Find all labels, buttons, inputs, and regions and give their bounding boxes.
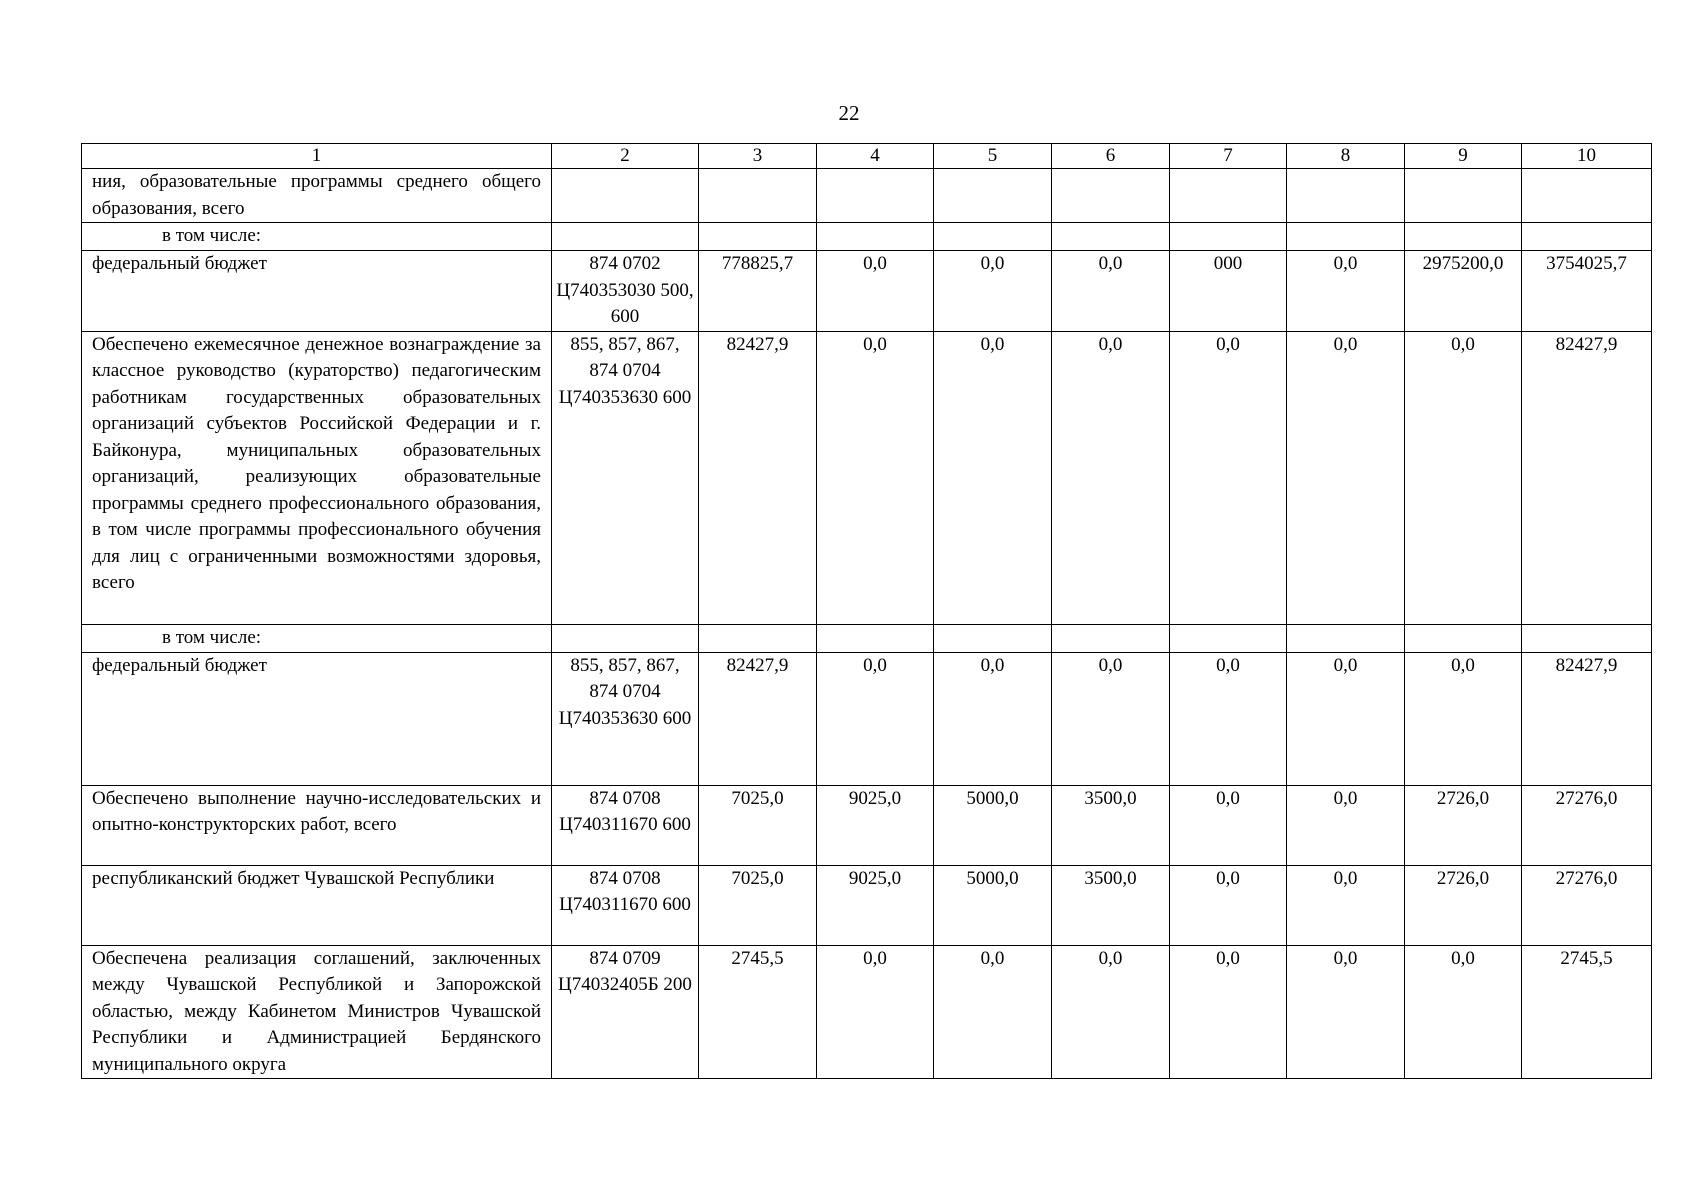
column-header: 8 [1287,144,1405,169]
table-body [82,169,1652,1079]
amount-cell: 0,0 [1170,652,1287,785]
subheader-row [82,624,1652,652]
column-header: 2 [552,144,699,169]
amount-cell: 0,0 [1052,945,1170,1079]
amount-cell [817,169,934,223]
budget-classification-code: 855, 857, 867, 874 0704 Ц740353630 600 [552,652,699,785]
column-header: 6 [1052,144,1170,169]
table-row [82,865,1652,945]
amount-cell: 27276,0 [1522,865,1652,945]
amount-cell: 0,0 [1287,652,1405,785]
amount-cell: 0,0 [934,652,1052,785]
column-header: 9 [1405,144,1522,169]
row-description: ния, образовательные программы среднего общего образования, всего [82,169,552,223]
amount-cell: 3500,0 [1052,785,1170,865]
amount-cell [699,223,817,251]
table-row [82,652,1652,785]
amount-cell: 0,0 [817,652,934,785]
table-row [82,169,1652,223]
budget-classification-code: 874 0702 Ц740353030 500, 600 [552,251,699,332]
amount-cell [817,223,934,251]
amount-cell: 27276,0 [1522,785,1652,865]
amount-cell: 2726,0 [1405,785,1522,865]
column-header: 5 [934,144,1052,169]
table-row [82,785,1652,865]
column-header: 3 [699,144,817,169]
table-row [82,331,1652,624]
amount-cell: 7025,0 [699,785,817,865]
amount-cell: 82427,9 [1522,331,1652,624]
amount-cell: 0,0 [934,331,1052,624]
amount-cell: 0,0 [1287,945,1405,1079]
amount-cell [1170,624,1287,652]
amount-cell: 9025,0 [817,865,934,945]
amount-cell: 2745,5 [699,945,817,1079]
amount-cell: 0,0 [817,945,934,1079]
amount-cell: 3500,0 [1052,865,1170,945]
amount-cell: 2975200,0 [1405,251,1522,332]
amount-cell: 0,0 [1170,945,1287,1079]
amount-cell: 0,0 [1405,652,1522,785]
row-description: федеральный бюджет [82,251,552,332]
amount-cell [1405,223,1522,251]
column-number-row [82,144,1652,169]
amount-cell: 0,0 [1170,865,1287,945]
amount-cell: 0,0 [1052,652,1170,785]
amount-cell [699,624,817,652]
budget-classification-code [552,169,699,223]
budget-classification-code: 855, 857, 867, 874 0704 Ц740353630 600 [552,331,699,624]
amount-cell: 0,0 [934,251,1052,332]
amount-cell [1522,169,1652,223]
page-number: 22 [838,101,860,125]
amount-cell: 0,0 [1287,865,1405,945]
row-description: Обеспечено выполнение научно-исследовательских и опытно-конструкторских работ, всего [82,785,552,865]
amount-cell [934,624,1052,652]
amount-cell [1287,223,1405,251]
subheader-row [82,223,1652,251]
amount-cell: 9025,0 [817,785,934,865]
amount-cell: 5000,0 [934,865,1052,945]
amount-cell [699,169,817,223]
amount-cell: 0,0 [1287,251,1405,332]
amount-cell [1170,169,1287,223]
amount-cell: 5000,0 [934,785,1052,865]
amount-cell [1287,169,1405,223]
budget-classification-code: 874 0709 Ц74032405Б 200 [552,945,699,1079]
amount-cell [1052,223,1170,251]
row-description: федеральный бюджет [82,652,552,785]
amount-cell: 3754025,7 [1522,251,1652,332]
budget-classification-code: 874 0708 Ц740311670 600 [552,785,699,865]
row-description: Обеспечено ежемесячное денежное вознаграждение за классное руководство (кураторство) педагогическим работникам государственных образовательных организаций субъектов Российской Федерации и г. Байконура, муниципальных образовательных организаций, реализующих образовательные программы среднего профессионального образования, в том числе программы профессионального обучения для лиц с ограниченными возможностями здоровья, всего [82,331,552,624]
amount-cell: 0,0 [1287,331,1405,624]
amount-cell: 82427,9 [1522,652,1652,785]
amount-cell: 0,0 [1405,331,1522,624]
column-header: 7 [1170,144,1287,169]
amount-cell: 0,0 [1405,945,1522,1079]
amount-cell [1052,624,1170,652]
amount-cell: 0,0 [1052,331,1170,624]
amount-cell: 2745,5 [1522,945,1652,1079]
amount-cell [817,624,934,652]
amount-cell: 0,0 [934,945,1052,1079]
amount-cell [934,169,1052,223]
column-header: 4 [817,144,934,169]
amount-cell: 0,0 [817,331,934,624]
amount-cell [934,223,1052,251]
amount-cell: 0,0 [817,251,934,332]
amount-cell: 0,0 [1170,331,1287,624]
amount-cell: 0,0 [1052,251,1170,332]
row-description: республиканский бюджет Чувашской Республики [82,865,552,945]
amount-cell [1522,223,1652,251]
budget-classification-code: 874 0708 Ц740311670 600 [552,865,699,945]
amount-cell [1052,169,1170,223]
amount-cell: 000 [1170,251,1287,332]
amount-cell: 0,0 [1170,785,1287,865]
amount-cell: 0,0 [1287,785,1405,865]
row-description: в том числе: [82,624,552,652]
row-description: в том числе: [82,223,552,251]
amount-cell [1405,169,1522,223]
amount-cell [1405,624,1522,652]
amount-cell: 82427,9 [699,331,817,624]
column-header: 1 [82,144,552,169]
row-description: Обеспечена реализация соглашений, заключенных между Чувашской Республикой и Запорожской областью, между Кабинетом Министров Чувашской Республики и Администрацией Бердянского муниципального округа [82,945,552,1079]
table-row [82,945,1652,1079]
amount-cell [1170,223,1287,251]
amount-cell [1287,624,1405,652]
amount-cell: 778825,7 [699,251,817,332]
budget-classification-code [552,624,699,652]
amount-cell: 2726,0 [1405,865,1522,945]
amount-cell [1522,624,1652,652]
amount-cell: 82427,9 [699,652,817,785]
column-header: 10 [1522,144,1652,169]
amount-cell: 7025,0 [699,865,817,945]
budget-table [81,143,1652,1079]
budget-classification-code [552,223,699,251]
table-row [82,251,1652,332]
